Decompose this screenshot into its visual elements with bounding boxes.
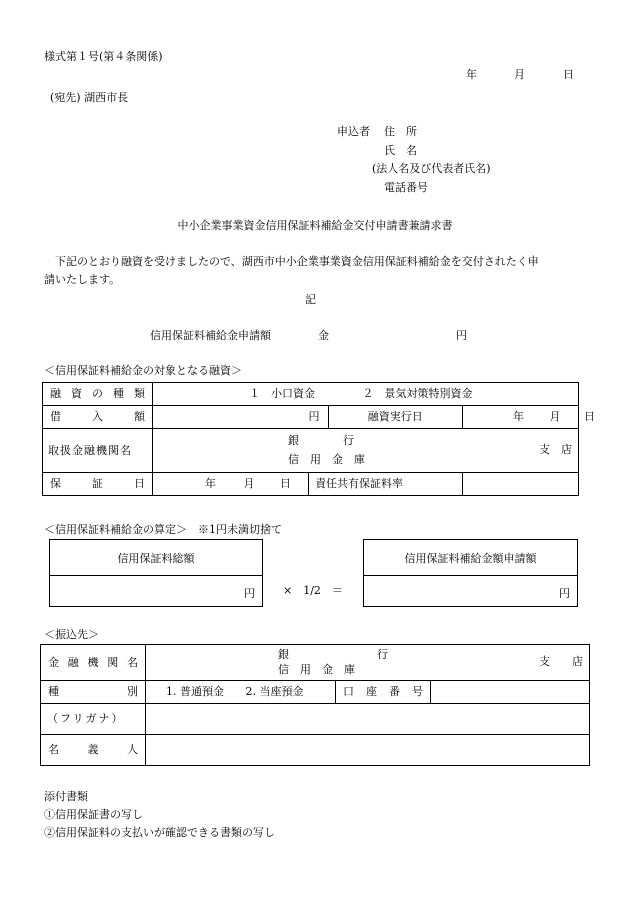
furigana-label: （フリガナ） [47, 712, 125, 725]
amount-label: 信用保証料補給金申請額 [150, 329, 271, 342]
loan-type-label: 融 資 の 種 類 [50, 387, 145, 400]
attachment-item-2: ②信用保証料の支払いが確認できる書類の写し [44, 826, 275, 839]
date-year-label: 年 [466, 68, 477, 81]
furigana-field[interactable] [146, 704, 590, 735]
date-day-label: 日 [563, 68, 574, 81]
institution-row [43, 429, 579, 473]
total-fee-field[interactable]: 円 [244, 586, 255, 600]
body-text-line2: 請いたします。 [44, 273, 121, 286]
loan-option-1[interactable]: １ 小口資金 [249, 387, 315, 400]
applicant-label: 申込者 [337, 125, 370, 138]
account-holder-field[interactable] [146, 735, 590, 766]
addressee: (宛先) 湖西市長 [50, 91, 129, 104]
body-text-line1: 下記のとおり融資を受けましたので、湖西市中小企業事業資金信用保証料補給金を交付されたく申 [44, 255, 539, 268]
amount-kin: 金 [318, 329, 329, 342]
multiply-formula: × 1/2 ＝ [283, 584, 343, 597]
account-type-label: 種 別 [48, 685, 138, 698]
ki-label: 記 [305, 293, 316, 306]
loan-amount-row [43, 406, 579, 429]
furigana-row [41, 704, 590, 735]
total-fee-label: 信用保証料総額 [50, 540, 262, 576]
corp-note: (法人名及び代表者氏名) [372, 162, 491, 175]
guarantee-date-field[interactable]: 年 月 日 [205, 477, 291, 490]
attachment-item-1: ①信用保証書の写し [44, 808, 143, 821]
account-type-field[interactable] [146, 681, 336, 704]
request-amount-field[interactable]: 円 [559, 586, 570, 600]
calc-section-heading: ＜信用保証料補給金の算定＞ ※1円未満切捨て [44, 523, 282, 536]
guarantee-date-label: 保 証 日 [50, 477, 145, 490]
loan-table [42, 382, 595, 496]
transfer-table [40, 644, 590, 766]
institution-label: 取扱金融機関名 [48, 443, 132, 457]
loan-amount-yen: 円 [308, 410, 320, 423]
loan-type-row [43, 383, 579, 406]
resp-share-label: 責任共有保証料率 [308, 473, 462, 495]
transfer-institution-row [41, 645, 590, 681]
document-title: 中小企業事業資金信用保証料補給金交付申請書兼請求書 [177, 219, 453, 232]
account-type-row [41, 681, 590, 704]
account-number-label: 口 座 番 号 [343, 685, 423, 698]
loan-amount-label: 借 入 額 [50, 410, 145, 423]
guarantee-date-row [43, 473, 579, 496]
loan-amount-field[interactable] [153, 406, 308, 429]
form-number: 様式第１号(第４条関係) [44, 50, 163, 63]
request-amount-box [363, 539, 578, 607]
attachments-heading: 添付書類 [44, 790, 88, 803]
account-holder-row [41, 735, 590, 766]
request-amount-label: 信用保証料補給金額申請額 [364, 540, 577, 576]
name-label: 氏 名 [384, 144, 417, 157]
address-label: 住 所 [384, 125, 417, 138]
loan-option-2[interactable]: ２ 景気対策特別資金 [362, 387, 473, 400]
transfer-institution-label: 金 融 機 関 名 [48, 655, 138, 669]
transfer-institution-field[interactable]: 銀 行 信 用 金 庫 支 店 [146, 645, 590, 681]
amount-yen: 円 [456, 329, 467, 342]
loan-section-heading: ＜信用保証料補給金の対象となる融資＞ [44, 364, 242, 377]
account-type-option-2[interactable]: 2. 当座預金 [245, 685, 304, 698]
institution-field[interactable]: 銀 行 信 用 金 庫 支 店 [153, 429, 579, 473]
exec-date-field[interactable]: 年 月 日 [463, 406, 579, 429]
phone-label: 電話番号 [384, 181, 428, 194]
total-fee-box [49, 539, 263, 607]
account-holder-label: 名 義 人 [48, 743, 138, 756]
account-type-option-1[interactable]: 1. 普通預金 [166, 685, 224, 698]
exec-date-label: 融資実行日 [328, 406, 463, 428]
transfer-section-heading: ＜振込先＞ [44, 628, 99, 641]
resp-share-field[interactable] [463, 473, 579, 496]
account-number-field[interactable] [431, 681, 590, 704]
date-month-label: 月 [514, 68, 525, 81]
